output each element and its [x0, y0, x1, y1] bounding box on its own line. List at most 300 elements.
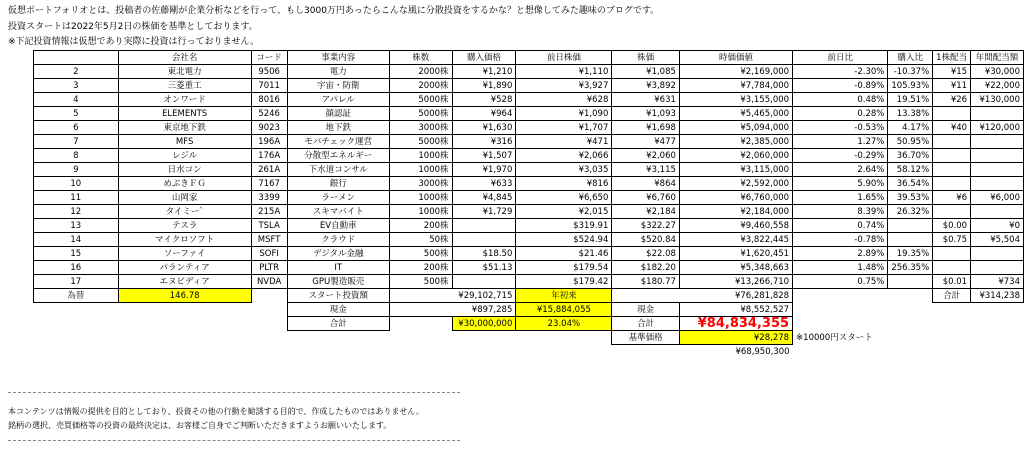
table-cell: 1000株: [389, 163, 452, 177]
table-cell: ¥3,927: [516, 79, 612, 93]
table-row: [34, 163, 1024, 177]
summary-cell: [118, 331, 251, 345]
table-row: [34, 135, 1024, 149]
header-cell: コード: [251, 51, 287, 65]
table-cell: 2000株: [389, 79, 452, 93]
table-cell: ¥13,266,710: [679, 275, 792, 289]
table-cell: 1000株: [389, 149, 452, 163]
table-cell: 5000株: [389, 135, 452, 149]
table-cell: [933, 261, 971, 275]
table-cell: ¥5,094,000: [679, 121, 792, 135]
ytd-value: ¥15,884,055: [516, 303, 612, 317]
table-cell: ¥1,707: [516, 121, 612, 135]
table-cell: タイミー`: [118, 205, 251, 219]
table-cell: ¥1,507: [452, 149, 516, 163]
table-cell: 14: [34, 233, 119, 247]
table-cell: ¥3,115,000: [679, 163, 792, 177]
header-cell: 購入比: [888, 51, 933, 65]
table-row: [34, 121, 1024, 135]
table-cell: $51.13: [452, 261, 516, 275]
table-cell: アパレル: [287, 93, 389, 107]
table-row: [34, 205, 1024, 219]
start-investment-value: ¥29,102,715: [389, 289, 515, 303]
table-cell: ¥26: [933, 93, 971, 107]
current-stock-value: ¥76,281,828: [612, 289, 793, 303]
table-cell: レジル: [118, 149, 251, 163]
table-cell: ¥2,060,000: [679, 149, 792, 163]
table-cell: 2.64%: [793, 163, 888, 177]
table-cell: 5000株: [389, 107, 452, 121]
fx-label: 為替: [34, 289, 119, 303]
summary-cell: [251, 331, 287, 345]
table-cell: ¥1,110: [516, 65, 612, 79]
table-cell: 5.90%: [793, 177, 888, 191]
table-cell: 200株: [389, 261, 452, 275]
table-cell: めぶきＦＧ: [118, 177, 251, 191]
table-cell: 105.93%: [888, 79, 933, 93]
table-cell: ¥628: [516, 93, 612, 107]
header-cell: 1株配当: [933, 51, 971, 65]
dividend-total-label: 合計: [933, 289, 971, 303]
table-row: [34, 233, 1024, 247]
dividend-total-value: ¥314,238: [971, 289, 1024, 303]
table-cell: デジタル金融: [287, 247, 389, 261]
divider-bottom: [8, 440, 460, 441]
summary-cell: [793, 289, 888, 303]
table-cell: 13.38%: [888, 107, 933, 121]
table-cell: 1.65%: [793, 191, 888, 205]
summary-cell: [971, 331, 1024, 345]
table-cell: ¥1,630: [452, 121, 516, 135]
extra-value: ¥68,950,300: [735, 346, 790, 357]
table-cell: [933, 149, 971, 163]
table-cell: [971, 135, 1024, 149]
table-cell: -0.53%: [793, 121, 888, 135]
table-cell: [971, 163, 1024, 177]
table-cell: 2000株: [389, 65, 452, 79]
table-cell: $524.94: [516, 233, 612, 247]
disclaimer-line-2: 銘柄の選択、売買価格等の投資の最終決定は、お客様ご自身でご判断いただきますようお願いいたします。: [8, 421, 392, 430]
table-cell: 36.54%: [888, 177, 933, 191]
table-cell: SOFI: [251, 247, 287, 261]
header-cell: 前日比: [793, 51, 888, 65]
table-cell: 1000株: [389, 191, 452, 205]
table-cell: 3: [34, 79, 119, 93]
table-cell: ¥816: [516, 177, 612, 191]
table-cell: $0.75: [933, 233, 971, 247]
table-cell: $0.00: [933, 219, 971, 233]
table-cell: ¥2,184,000: [679, 205, 792, 219]
table-cell: $18.50: [452, 247, 516, 261]
header-cell: 会社名: [118, 51, 251, 65]
ytd-percent: 23.04%: [516, 317, 612, 331]
table-cell: ¥964: [452, 107, 516, 121]
summary-cell: [118, 303, 251, 317]
summary-cell: [251, 289, 287, 303]
table-row: [34, 191, 1024, 205]
summary-cell: [793, 317, 888, 331]
table-cell: 19.35%: [888, 247, 933, 261]
base-price-note: ※10000円スタート: [796, 332, 873, 343]
table-cell: 1.27%: [793, 135, 888, 149]
table-cell: 4: [34, 93, 119, 107]
table-cell: モバチェック運営: [287, 135, 389, 149]
table-cell: [452, 275, 516, 289]
table-cell: 8.39%: [793, 205, 888, 219]
summary-cell: [793, 303, 888, 317]
summary-cell: [287, 331, 389, 345]
table-cell: 500株: [389, 275, 452, 289]
table-cell: IT: [287, 261, 389, 275]
table-cell: ¥1,970: [452, 163, 516, 177]
table-cell: ¥1,085: [612, 65, 680, 79]
intro-line-3: ※下記投資情報は仮想であり実際に投資は行っておりません。: [8, 37, 260, 47]
summary-cell: [389, 345, 452, 359]
summary-cell: [888, 331, 933, 345]
table-cell: 9023: [251, 121, 287, 135]
header-cell: 年間配当額: [971, 51, 1024, 65]
fx-value: 146.78: [118, 289, 251, 303]
table-cell: ソーファイ: [118, 247, 251, 261]
table-cell: $182.20: [612, 261, 680, 275]
table-cell: 7167: [251, 177, 287, 191]
table-cell: ¥4,845: [452, 191, 516, 205]
table-cell: ¥3,155,000: [679, 93, 792, 107]
table-cell: $520.84: [612, 233, 680, 247]
summary-cell: [251, 345, 287, 359]
table-cell: ¥9,460,558: [679, 219, 792, 233]
table-cell: 215A: [251, 205, 287, 219]
summary-cell: [34, 331, 119, 345]
summary-cell: [971, 303, 1024, 317]
table-cell: 4.17%: [888, 121, 933, 135]
table-cell: [971, 261, 1024, 275]
summary-cell: [971, 317, 1024, 331]
table-cell: [971, 149, 1024, 163]
table-cell: 261A: [251, 163, 287, 177]
table-cell: 39.53%: [888, 191, 933, 205]
table-cell: 176A: [251, 149, 287, 163]
table-cell: クラウド: [287, 233, 389, 247]
table-cell: [888, 233, 933, 247]
table-cell: 19.51%: [888, 93, 933, 107]
table-cell: $319.91: [516, 219, 612, 233]
header-row: [34, 51, 1024, 65]
table-cell: -0.29%: [793, 149, 888, 163]
table-cell: 11: [34, 191, 119, 205]
table-cell: 下水道コンサル: [287, 163, 389, 177]
table-cell: 3000株: [389, 121, 452, 135]
table-cell: 13: [34, 219, 119, 233]
table-row: [34, 275, 1024, 289]
table-row: [34, 107, 1024, 121]
table-cell: [452, 233, 516, 247]
ytd-label: 年初来: [516, 289, 612, 303]
table-row: [34, 79, 1024, 93]
table-cell: 三菱重工: [118, 79, 251, 93]
table-row: [34, 149, 1024, 163]
table-cell: 5: [34, 107, 119, 121]
table-cell: [933, 205, 971, 219]
table-cell: 東北電力: [118, 65, 251, 79]
table-cell: ¥3,892: [612, 79, 680, 93]
table-cell: ¥1,210: [452, 65, 516, 79]
table-cell: ¥528: [452, 93, 516, 107]
table-cell: ¥5,465,000: [679, 107, 792, 121]
table-cell: 7011: [251, 79, 287, 93]
table-cell: MFS: [118, 135, 251, 149]
table-cell: [933, 177, 971, 191]
summary-cell: [34, 345, 119, 359]
summary-cell: [389, 331, 452, 345]
table-cell: $22.08: [612, 247, 680, 261]
table-cell: テスラ: [118, 219, 251, 233]
table-cell: 9506: [251, 65, 287, 79]
table-cell: [971, 107, 1024, 121]
table-cell: 36.70%: [888, 149, 933, 163]
table-cell: ¥471: [516, 135, 612, 149]
table-cell: 顔認証: [287, 107, 389, 121]
table-cell: -2.30%: [793, 65, 888, 79]
portfolio-table: [33, 50, 1024, 358]
header-cell: 株価: [612, 51, 680, 65]
table-cell: ¥1,093: [612, 107, 680, 121]
table-cell: 10: [34, 177, 119, 191]
table-cell: 日水コン: [118, 163, 251, 177]
intro-line-1: 仮想ポートフォリオとは、投稿者の佐藤剛が企業分析などを行って、もし3000万円あったらこんな風に分散投資をするかな？と想像してみた趣味のブログです。: [8, 6, 660, 16]
table-cell: ¥1,090: [516, 107, 612, 121]
table-cell: 山岡家: [118, 191, 251, 205]
table-cell: マイクロソフト: [118, 233, 251, 247]
intro-line-2: 投資スタートは2022年5月2日の株価を基準としております。: [8, 22, 258, 32]
table-cell: ¥2,592,000: [679, 177, 792, 191]
table-cell: -10.37%: [888, 65, 933, 79]
summary-cell: [933, 345, 971, 359]
summary-cell: [34, 303, 119, 317]
table-cell: ¥1,729: [452, 205, 516, 219]
summary-row: [34, 317, 1024, 331]
header-cell: [34, 51, 119, 65]
table-cell: オンワード: [118, 93, 251, 107]
table-cell: ¥130,000: [971, 93, 1024, 107]
table-cell: 1000株: [389, 205, 452, 219]
summary-cell: [933, 303, 971, 317]
table-cell: GPU製造販売: [287, 275, 389, 289]
table-cell: 58.12%: [888, 163, 933, 177]
table-cell: ¥1,698: [612, 121, 680, 135]
summary-cell: [251, 303, 287, 317]
table-cell: 3000株: [389, 177, 452, 191]
table-cell: $322.27: [612, 219, 680, 233]
table-cell: ¥7,784,000: [679, 79, 792, 93]
table-cell: [971, 247, 1024, 261]
table-cell: ¥15: [933, 65, 971, 79]
summary-cell: [251, 317, 287, 331]
table-cell: ¥30,000: [971, 65, 1024, 79]
table-row: [34, 261, 1024, 275]
table-cell: ¥6,000: [971, 191, 1024, 205]
table-cell: ¥40: [933, 121, 971, 135]
table-cell: 8016: [251, 93, 287, 107]
header-cell: 購入価格: [452, 51, 516, 65]
table-cell: ¥2,385,000: [679, 135, 792, 149]
table-cell: 8: [34, 149, 119, 163]
table-cell: 26.32%: [888, 205, 933, 219]
table-cell: ¥864: [612, 177, 680, 191]
table-cell: 15: [34, 247, 119, 261]
table-cell: $180.77: [612, 275, 680, 289]
summary-cell: [888, 303, 933, 317]
table-cell: 5246: [251, 107, 287, 121]
table-cell: 200株: [389, 219, 452, 233]
table-cell: 2.89%: [793, 247, 888, 261]
table-cell: ¥5,348,663: [679, 261, 792, 275]
summary-cell: [118, 317, 251, 331]
table-cell: ¥11: [933, 79, 971, 93]
table-cell: 12: [34, 205, 119, 219]
table-cell: [933, 135, 971, 149]
table-cell: 0.74%: [793, 219, 888, 233]
table-cell: ¥2,015: [516, 205, 612, 219]
summary-cell: [933, 331, 971, 345]
table-cell: 0.48%: [793, 93, 888, 107]
table-cell: エヌビディア: [118, 275, 251, 289]
table-cell: [888, 275, 933, 289]
header-cell: 株数: [389, 51, 452, 65]
table-row: [34, 219, 1024, 233]
cash-current-value: ¥8,552,527: [679, 303, 792, 317]
table-cell: 50株: [389, 233, 452, 247]
table-cell: ¥2,066: [516, 149, 612, 163]
table-cell: $179.54: [516, 261, 612, 275]
summary-cell: [793, 345, 888, 359]
summary-cell: [452, 331, 516, 345]
start-investment-label: スタート投資額: [287, 289, 389, 303]
base-price-label: 基準価格: [612, 331, 680, 345]
table-cell: ラーメン: [287, 191, 389, 205]
total-current-value: ¥84,834,355: [679, 317, 792, 331]
table-cell: TSLA: [251, 219, 287, 233]
table-cell: 6: [34, 121, 119, 135]
table-cell: 7: [34, 135, 119, 149]
table-cell: [452, 219, 516, 233]
table-cell: ¥477: [612, 135, 680, 149]
table-cell: [933, 247, 971, 261]
table-cell: [933, 107, 971, 121]
header-cell: 時価価値: [679, 51, 792, 65]
summary-row: [34, 345, 1024, 359]
table-cell: ¥631: [612, 93, 680, 107]
table-cell: [971, 177, 1024, 191]
table-cell: EV自動車: [287, 219, 389, 233]
summary-cell: [888, 345, 933, 359]
table-cell: 東京地下鉄: [118, 121, 251, 135]
table-row: [34, 247, 1024, 261]
table-cell: ¥734: [971, 275, 1024, 289]
table-cell: ¥2,060: [612, 149, 680, 163]
table-cell: MSFT: [251, 233, 287, 247]
table-cell: 256.35%: [888, 261, 933, 275]
table-cell: 分散型エネルギー: [287, 149, 389, 163]
table-cell: ¥6,650: [516, 191, 612, 205]
table-cell: 3399: [251, 191, 287, 205]
table-cell: 5000株: [389, 93, 452, 107]
summary-row: [34, 303, 1024, 317]
total-start-label: 合計: [287, 317, 389, 331]
table-cell: 16: [34, 261, 119, 275]
cash-label: 現金: [287, 303, 389, 317]
table-cell: 9: [34, 163, 119, 177]
table-cell: ¥2,184: [612, 205, 680, 219]
table-cell: ¥1,890: [452, 79, 516, 93]
summary-row: [34, 289, 1024, 303]
table-cell: 地下鉄: [287, 121, 389, 135]
header-cell: 前日株価: [516, 51, 612, 65]
table-cell: ¥3,115: [612, 163, 680, 177]
table-cell: [933, 163, 971, 177]
summary-cell: [516, 345, 612, 359]
table-cell: スキマバイト: [287, 205, 389, 219]
summary-cell: [389, 317, 452, 331]
table-cell: ¥5,504: [971, 233, 1024, 247]
summary-cell: [287, 345, 389, 359]
table-cell: 1.48%: [793, 261, 888, 275]
cash-start-value: ¥897,285: [389, 303, 515, 317]
table-cell: ¥3,822,445: [679, 233, 792, 247]
table-cell: -0.89%: [793, 79, 888, 93]
summary-cell: [118, 345, 251, 359]
total-start-value: ¥30,000,000: [452, 317, 516, 331]
base-price-value: ¥28,278: [679, 331, 792, 345]
table-cell: 電力: [287, 65, 389, 79]
divider-top: [8, 392, 460, 393]
table-cell: ¥3,035: [516, 163, 612, 177]
table-row: [34, 65, 1024, 79]
summary-cell: [971, 345, 1024, 359]
table-cell: ¥22,000: [971, 79, 1024, 93]
table-cell: 50.95%: [888, 135, 933, 149]
summary-cell: [888, 317, 933, 331]
summary-cell: [516, 331, 612, 345]
summary-cell: [612, 345, 680, 359]
summary-cell: [933, 317, 971, 331]
table-cell: ¥6,760: [612, 191, 680, 205]
table-cell: 500株: [389, 247, 452, 261]
table-cell: ¥633: [452, 177, 516, 191]
summary-cell: [34, 317, 119, 331]
table-cell: ¥6,760,000: [679, 191, 792, 205]
table-cell: ¥2,169,000: [679, 65, 792, 79]
table-cell: パランティア: [118, 261, 251, 275]
summary-row: [34, 331, 1024, 345]
summary-cell: [888, 289, 933, 303]
table-cell: ¥120,000: [971, 121, 1024, 135]
disclaimer-line-1: 本コンテンツは情報の提供を目的としており、投資その他の行動を勧誘する目的で、作成したものではありません。: [8, 407, 424, 416]
table-row: [34, 177, 1024, 191]
summary-cell: [452, 345, 516, 359]
table-cell: -0.78%: [793, 233, 888, 247]
portfolio-table-body: [34, 51, 1024, 359]
table-cell: 0.28%: [793, 107, 888, 121]
table-cell: $0.01: [933, 275, 971, 289]
table-cell: ¥316: [452, 135, 516, 149]
table-cell: 銀行: [287, 177, 389, 191]
table-cell: $179.42: [516, 275, 612, 289]
table-cell: ELEMENTS: [118, 107, 251, 121]
table-row: [34, 93, 1024, 107]
header-cell: 事業内容: [287, 51, 389, 65]
table-cell: NVDA: [251, 275, 287, 289]
